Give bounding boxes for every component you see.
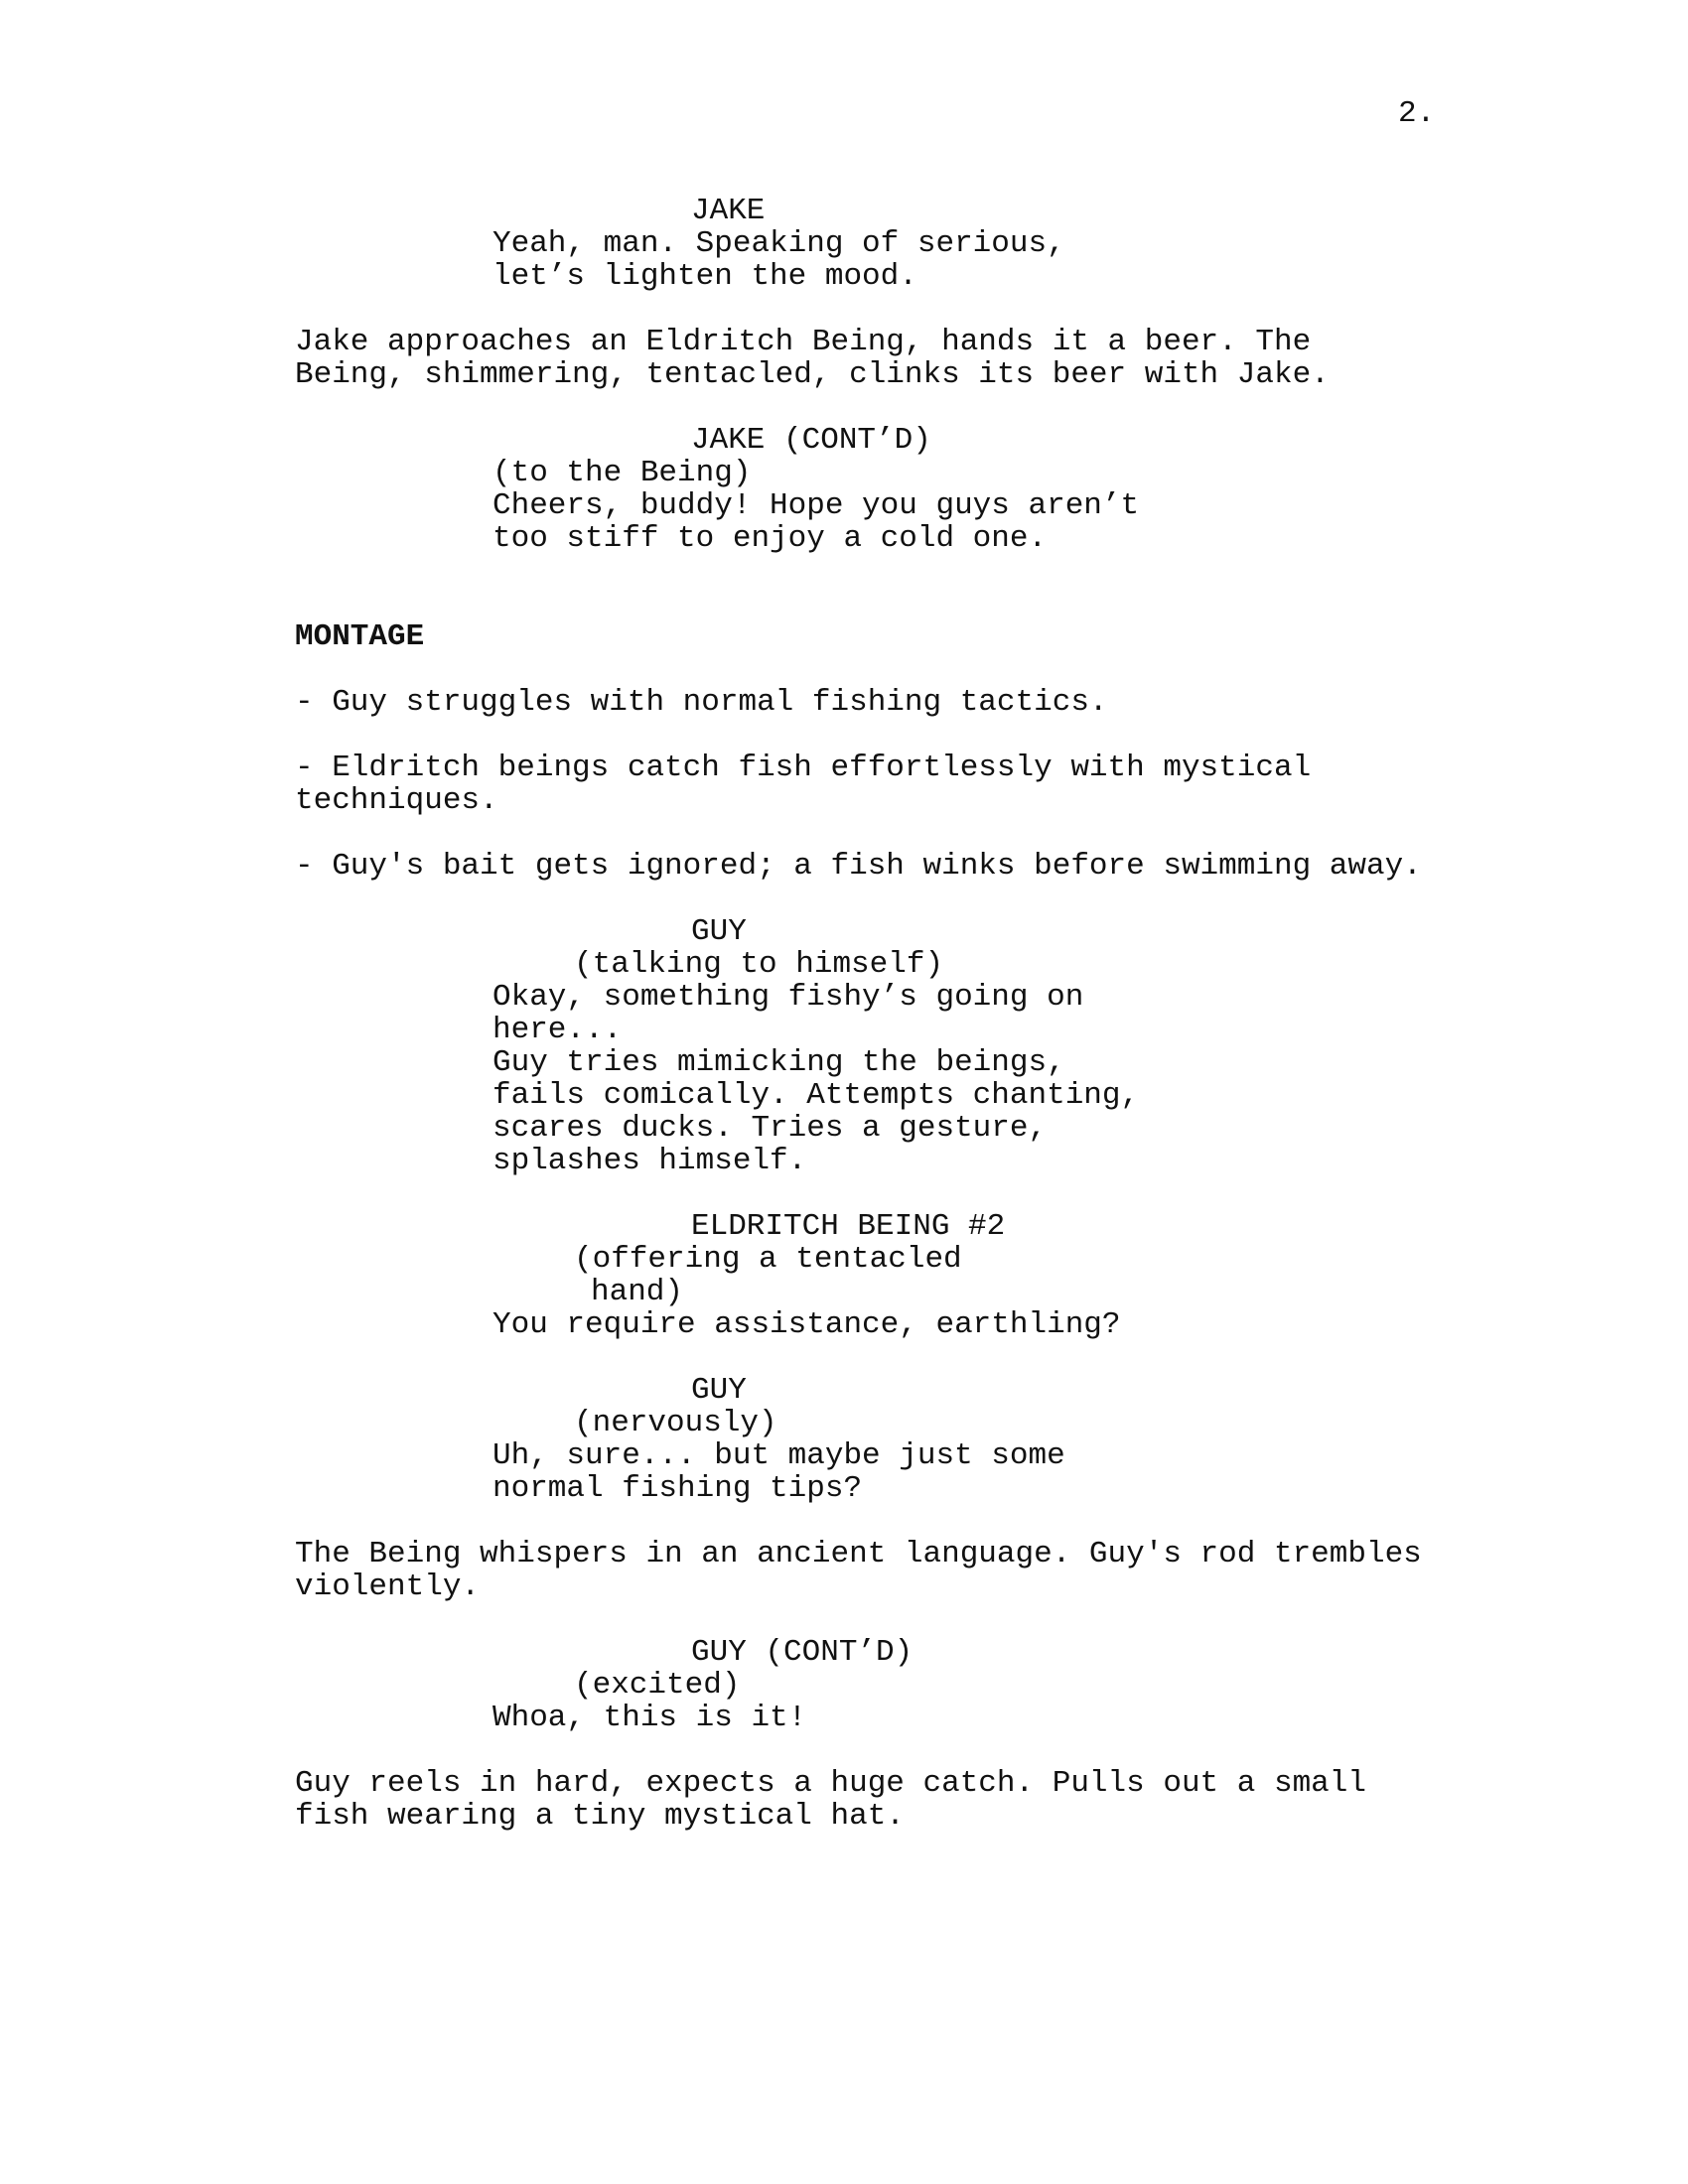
dialogue-line: scares ducks. Tries a gesture, [492,1111,1048,1146]
dialogue-line: Uh, sure... but maybe just some [492,1438,1065,1473]
action-line: The Being whispers in an ancient language. Guy's rod trembles [295,1537,1422,1571]
action-line: violently. [295,1570,481,1604]
action-line: Guy reels in hard, expects a huge catch. Pulls out a small [295,1766,1366,1801]
dialogue-line: here... [492,1013,623,1047]
montage-item: - Guy's bait gets ignored; a fish winks before swimming away. [295,849,1422,884]
dialogue-line: Okay, something fishy’s going on [492,980,1084,1015]
dialogue-line: fails comically. Attempts chanting, [492,1078,1140,1113]
action-line: Jake approaches an Eldritch Being, hands it a beer. The [295,325,1312,359]
character-cue: GUY [691,1373,747,1408]
character-cue: GUY (CONT’D) [691,1635,914,1670]
action-line: fish wearing a tiny mystical hat. [295,1799,905,1834]
dialogue-line: Guy tries mimicking the beings, [492,1045,1065,1080]
parenthetical: (excited) [574,1668,741,1703]
dialogue-line: Cheers, buddy! Hope you guys aren’t [492,488,1140,523]
character-cue: JAKE (CONT’D) [691,423,931,458]
montage-item: - Eldritch beings catch fish effortlessly with mystical [295,751,1312,785]
montage-item: techniques. [295,783,498,818]
parenthetical: (offering a tentacled [574,1242,962,1277]
dialogue-line: let’s lighten the mood. [492,259,917,294]
dialogue-line: You require assistance, earthling? [492,1307,1121,1342]
character-cue: ELDRITCH BEING #2 [691,1209,1006,1244]
parenthetical: (to the Being) [492,456,752,490]
character-cue: GUY [691,914,747,949]
page-number: 2. [1398,96,1436,131]
dialogue-line: too stiff to enjoy a cold one. [492,521,1048,556]
parenthetical: hand) [591,1275,684,1309]
dialogue-line: splashes himself. [492,1144,807,1178]
dialogue-line: normal fishing tips? [492,1471,863,1506]
parenthetical: (talking to himself) [574,947,944,982]
dialogue-line: Whoa, this is it! [492,1701,807,1735]
action-line: Being, shimmering, tentacled, clinks its beer with Jake. [295,357,1330,392]
scene-heading: MONTAGE [295,619,425,654]
parenthetical: (nervously) [574,1406,777,1440]
character-cue: JAKE [691,194,766,228]
dialogue-line: Yeah, man. Speaking of serious, [492,226,1065,261]
montage-item: - Guy struggles with normal fishing tactics. [295,685,1108,720]
